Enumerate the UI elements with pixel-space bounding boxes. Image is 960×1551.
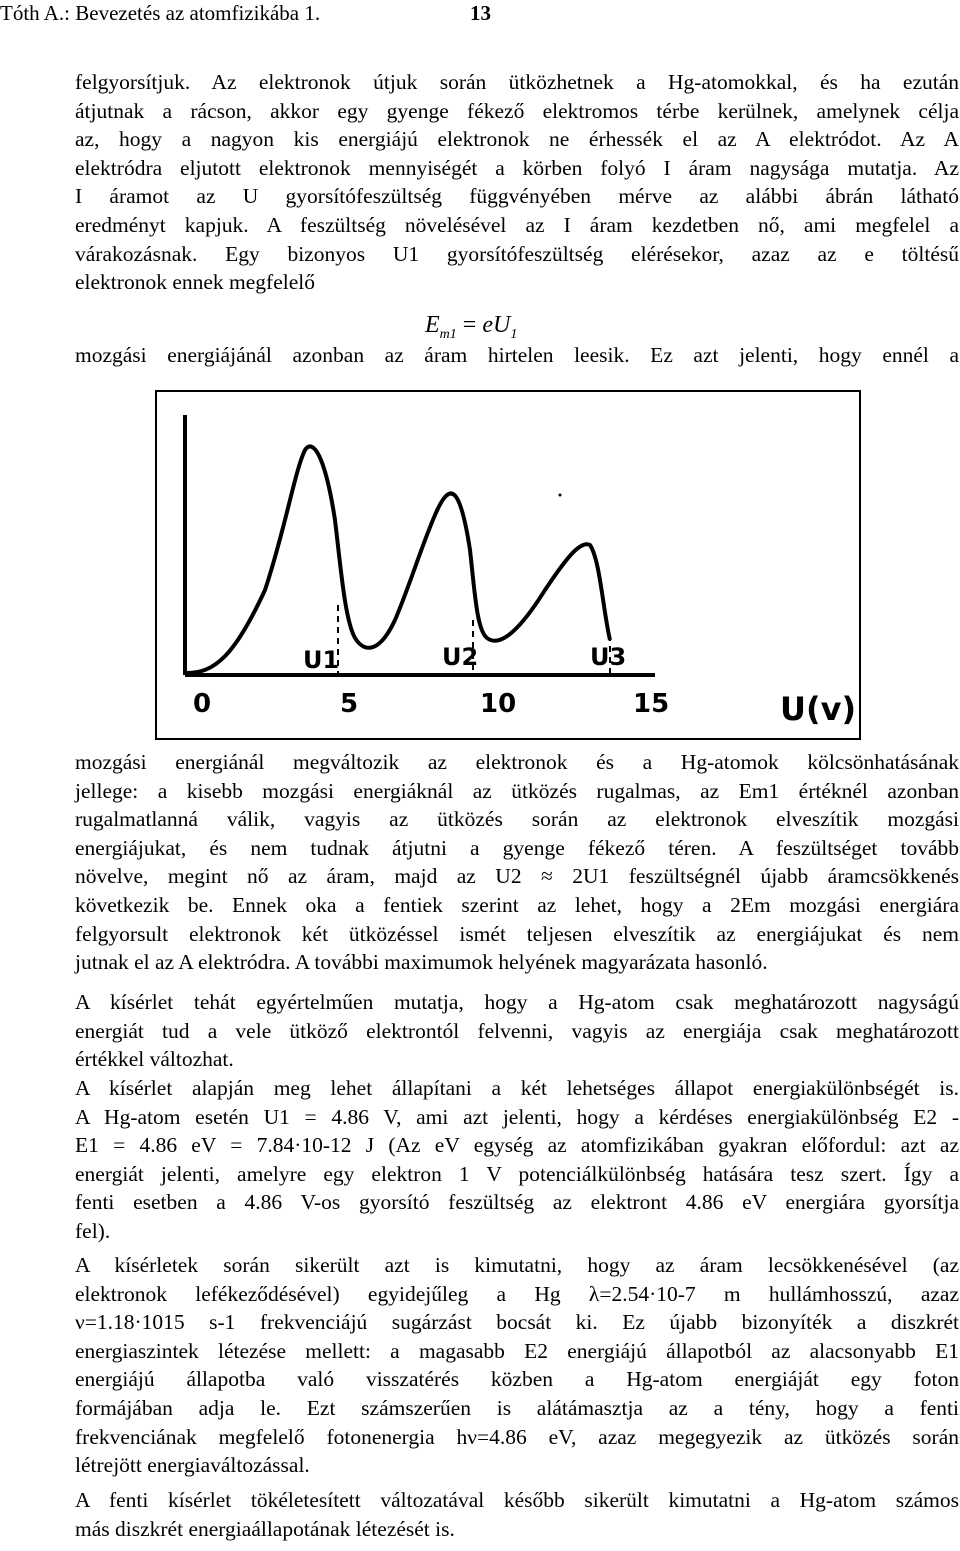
text-line: következik be. Ennek oka a fentiek szerint az lehet, hogy a 2Em mozgási energiára	[75, 892, 959, 917]
paragraph-final	[75, 1486, 959, 1543]
text-line: növelve, megint nő az áram, majd az U2 ≈ 2U1 feszültségnél újabb áramcsökkenés	[75, 864, 959, 889]
paragraph-radiation	[75, 1251, 959, 1480]
text-line: A kísérlet tehát egyértelműen mutatja, hogy a Hg-atom csak meghatározott nagyságú	[75, 990, 959, 1014]
text-line: elektronok ennek megfelelő	[75, 270, 315, 295]
running-header	[0, 0, 491, 26]
text-line: jellege: a kisebb mozgási energiáknál az ütközés rugalmas, az Em1 értéknél azonban	[75, 778, 959, 803]
paragraph-drop	[75, 341, 959, 370]
equation-rhs-sub: 1	[510, 326, 518, 342]
equation-rhs: eU	[482, 312, 511, 338]
text-line: létrejött energiaváltozással.	[75, 1453, 310, 1478]
text-line: A Hg-atom esetén U1 = 4.86 V, ami azt jelenti, hogy a kérdéses energiakülönbség E2 -	[75, 1104, 959, 1129]
current-curve	[187, 446, 610, 673]
text-line: energiát tud a vele ütköző elektrontól felvenni, vagyis az energiája csak meghatározott	[75, 1018, 959, 1043]
text-line: A fenti kísérlet tökéletesített változatával később sikerült kimutatni a Hg-atom számos	[75, 1488, 959, 1512]
paragraph-intro	[75, 68, 959, 297]
text-line: eredményt kapjuk. A feszültség növelésével az I áram kezdetben nő, ami megfelel a	[75, 212, 959, 237]
text-line: I áramot az U gyorsítófeszültség függvényében mérve az alábbi ábrán látható	[75, 184, 959, 209]
current-voltage-plot	[155, 390, 861, 740]
text-line: ν=1.18·1015 s-1 frekvenciájú sugárzást bocsát ki. Ez újabb bizonyíték a diszkrét	[75, 1310, 959, 1335]
text-line: felgyorsítjuk. Az elektronok útjuk során ütközhetnek a Hg-atomokkal, és ha ezután	[75, 70, 959, 94]
u3-label: U3	[590, 643, 627, 671]
franck-hertz-figure	[155, 390, 861, 740]
text-line: más diszkrét energiaállapotának létezését is.	[75, 1516, 455, 1541]
paragraph-explanation	[75, 748, 959, 977]
text-line: mozgási energiájánál azonban az áram hirtelen leesik. Ez azt jelenti, hogy ennél a	[75, 343, 959, 367]
equation-lhs: E	[425, 312, 440, 338]
equation-lhs-sub: m1	[439, 326, 457, 342]
tick-label-5: 5	[340, 689, 359, 719]
axis-label: U(v)	[780, 690, 857, 728]
stray-dot	[559, 494, 562, 497]
text-line: A kísérletek során sikerült azt is kimutatni, hogy az áram lecsökkenésével (az	[75, 1253, 959, 1277]
text-line: fenti esetben a 4.86 V-os gyorsító feszültség az elektront 4.86 eV energiára gyorsítja	[75, 1190, 959, 1215]
energy-equation	[425, 312, 518, 342]
text-line: várakozásnak. Egy bizonyos U1 gyorsítófeszültség elérésekor, azaz az e töltésű	[75, 241, 959, 266]
text-line: felgyorsult elektronok két ütközéssel ismét teljesen elveszítik az energiájukat és nem	[75, 921, 959, 946]
text-line: elektronok lefékeződésével) egyidejűleg a Hg λ=2.54·10-7 m hullámhosszú, azaz	[75, 1281, 959, 1306]
text-line: jutnak el az A elektródra. A további maximumok helyének magyarázata hasonló.	[75, 950, 768, 975]
figure-frame	[156, 391, 860, 739]
equation-equals: =	[462, 312, 477, 338]
text-line: energiájukat, és nem tudnak átjutni a gyenge fékező téren. A feszültséget tovább	[75, 835, 959, 860]
text-line: elektródra eljutott elektronok mennyiségét a körben folyó I áram nagysága mutatja. Az	[75, 155, 959, 180]
text-line: az, hogy a nagyon kis energiájú elektronok ne érhessék el az A elektródot. Az A	[75, 127, 959, 152]
text-line: frekvenciának megfelelő fotonenergia hν=4.86 eV, azaz megegyezik az ütközés során	[75, 1424, 959, 1449]
text-line: fel).	[75, 1218, 111, 1243]
u1-label: U1	[303, 646, 340, 674]
text-line: formájában adja le. Ezt számszerűen is alátámasztja az a tény, hogy a fenti	[75, 1395, 959, 1420]
text-line: energiaszintek létezése mellett: a magasabb E2 energiájú állapotból az alacsonyabb E1	[75, 1338, 959, 1363]
text-line: energiájú állapotba való visszatérés közben a Hg-atom energiáját egy foton	[75, 1367, 959, 1392]
tick-label-10: 10	[480, 689, 517, 719]
page-number: 13	[470, 1, 491, 25]
text-line: átjutnak a rácson, akkor egy gyenge fékező elektromos térbe kerülnek, amelynek célja	[75, 98, 959, 123]
text-line: A kísérlet alapján meg lehet állapítani a két lehetséges állapot energiakülönbségét is.	[75, 1076, 959, 1100]
text-line: rugalmatlanná válik, vagyis az ütközés során az elektronok elveszítik mozgási	[75, 807, 959, 832]
text-line: energiát jelenti, amelyre egy elektron 1 V potenciálkülönbség hatására tesz szert. Így a	[75, 1161, 959, 1186]
text-line: mozgási energiánál megváltozik az elektronok és a Hg-atomok kölcsönhatásának	[75, 750, 959, 774]
paragraph-energy-difference	[75, 1074, 959, 1246]
u2-label: U2	[442, 643, 479, 671]
tick-label-0: 0	[193, 689, 212, 719]
text-line: értékkel változhat.	[75, 1047, 234, 1072]
text-line: E1 = 4.86 eV = 7.84·10-12 J (Az eV egység az atomfizikában gyakran előfordul: azt az	[75, 1133, 959, 1158]
paragraph-conclusion	[75, 988, 959, 1074]
header-title: Tóth A.: Bevezetés az atomfizikába 1.	[0, 1, 321, 25]
tick-label-15: 15	[633, 689, 670, 719]
